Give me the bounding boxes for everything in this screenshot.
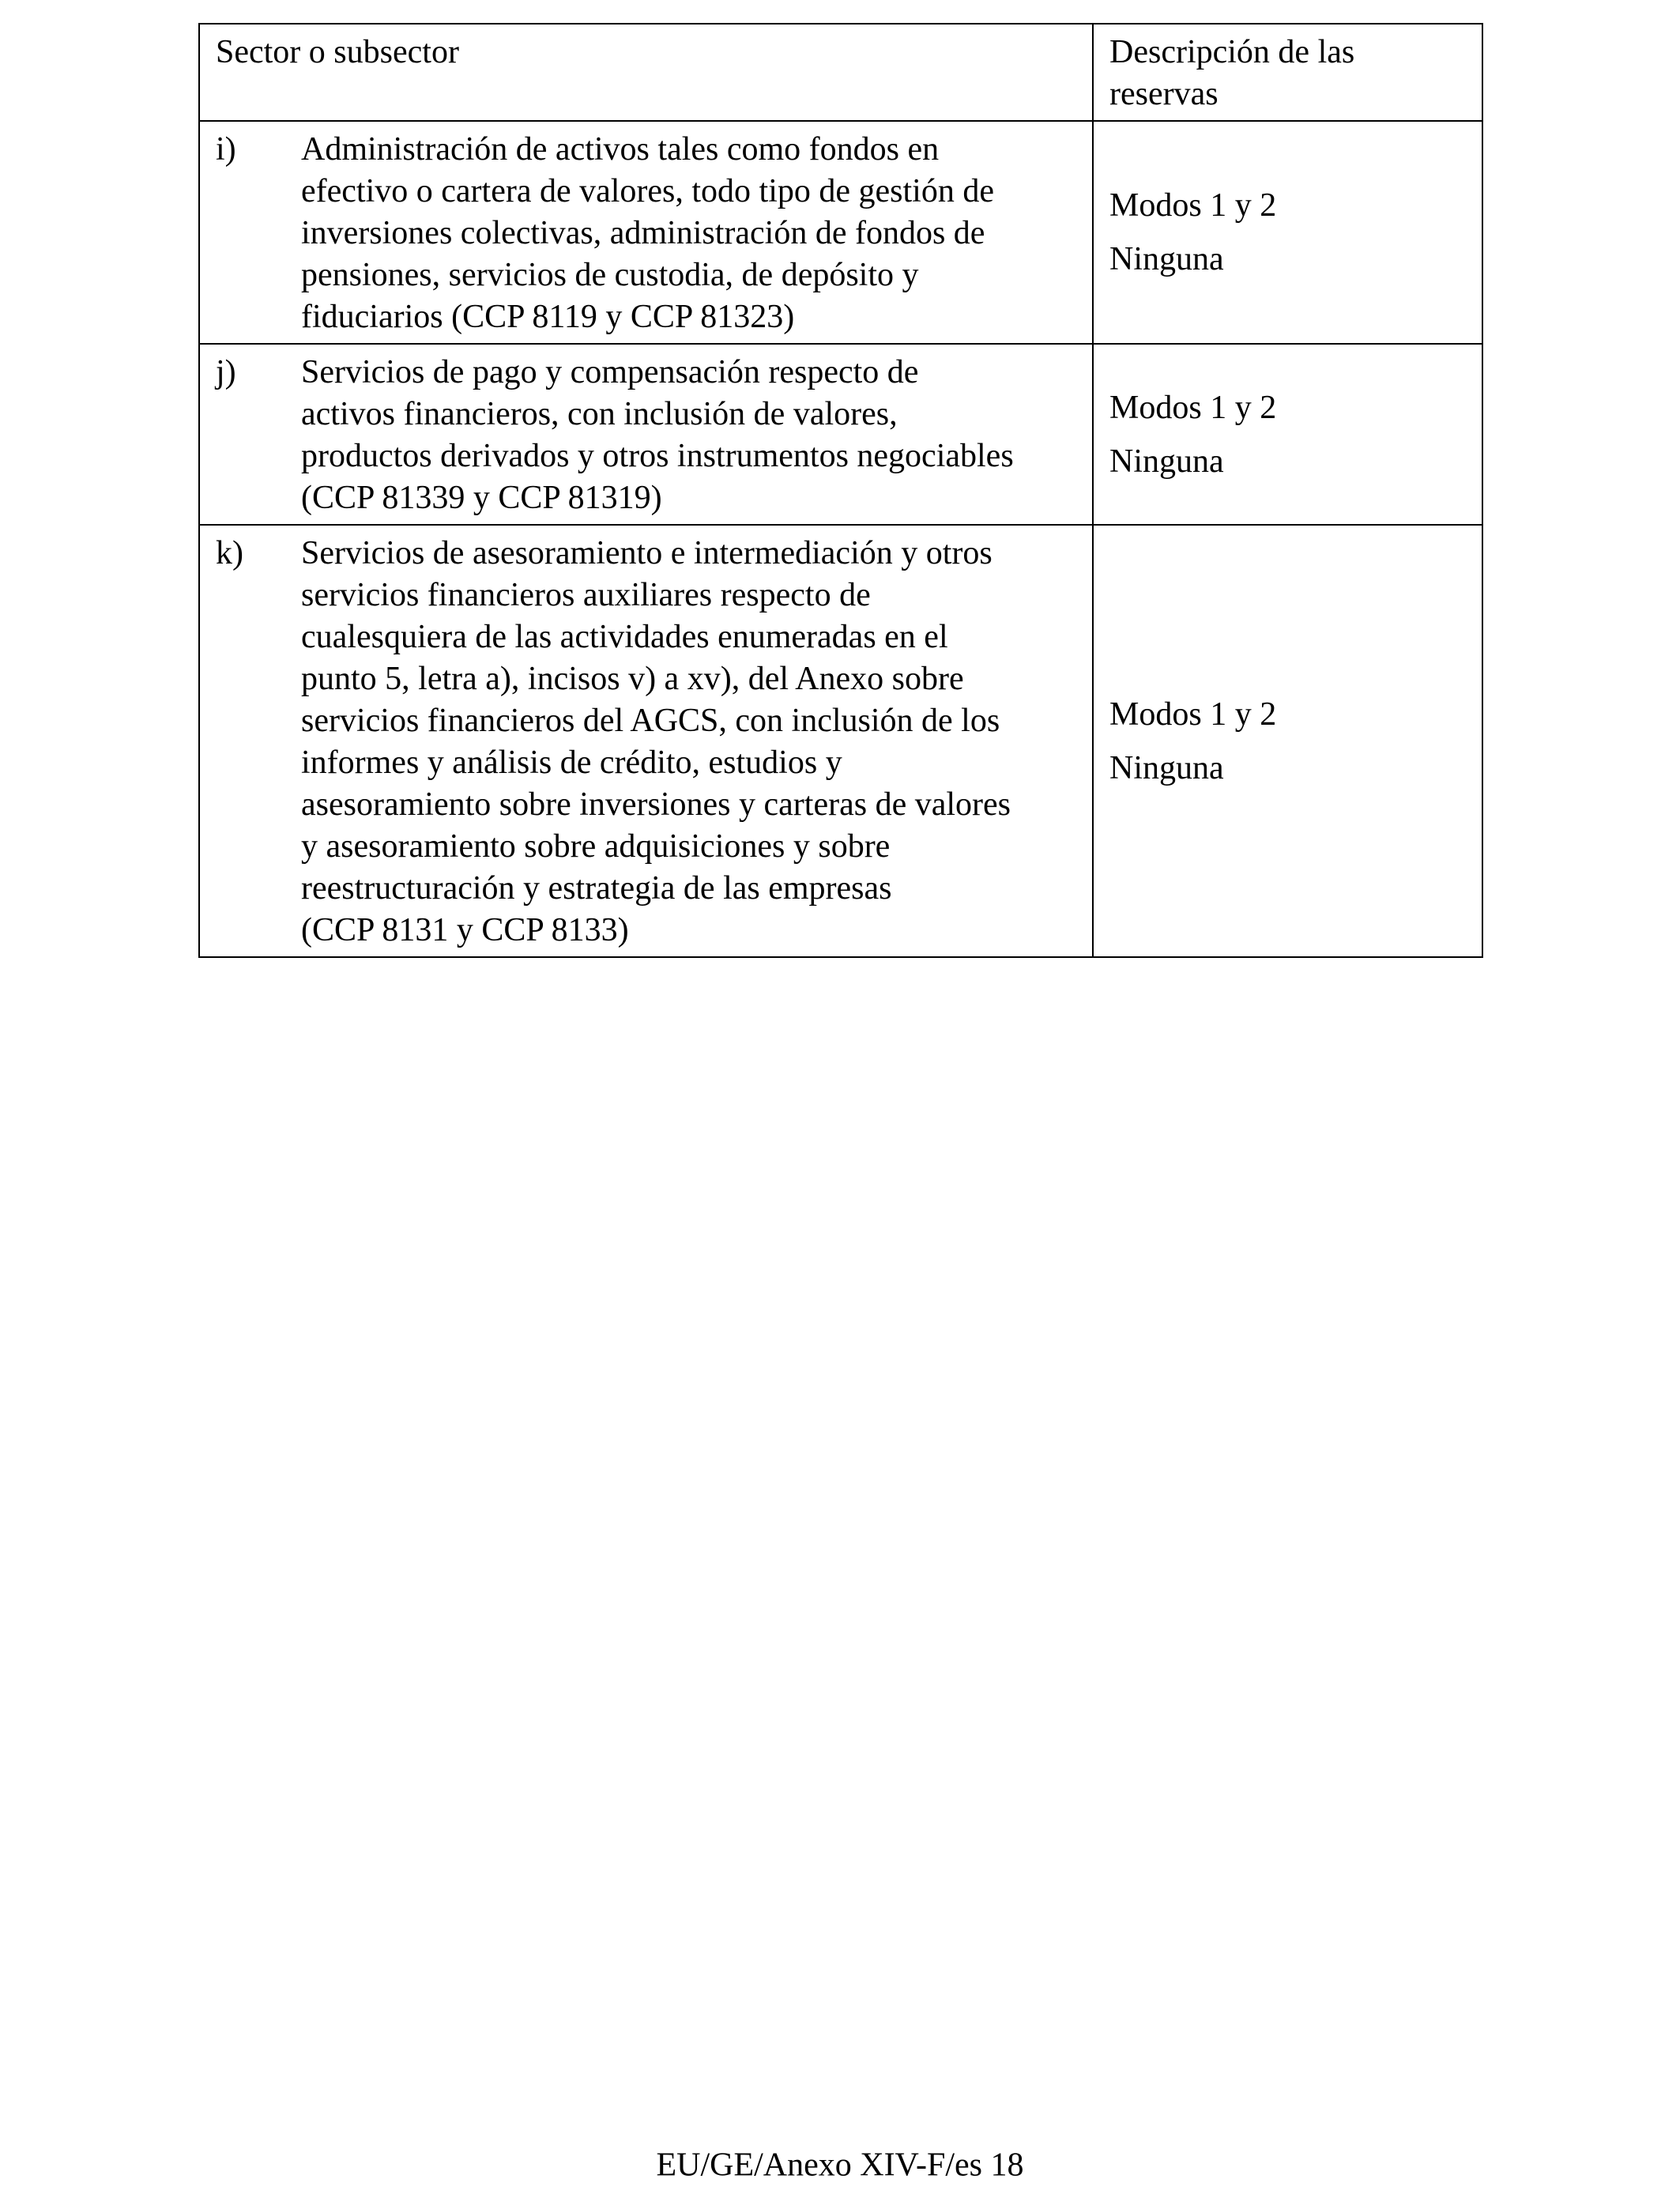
entry-line: pensiones, servicios de custodia, de depósito y [301, 257, 919, 293]
entry-line: y asesoramiento sobre adquisiciones y sobre [301, 828, 891, 865]
table-header-row [199, 24, 1482, 121]
entry-line: punto 5, letra a), incisos v) a xv), del Anexo sobre [301, 661, 964, 697]
entry-label: j) [216, 354, 236, 390]
entry-line: efectivo o cartera de valores, todo tipo de gestión de [301, 173, 994, 209]
entry-line: servicios financieros auxiliares respecto de [301, 577, 871, 613]
entry-text [301, 533, 1084, 952]
entry-line: fiduciarios (CCP 8119 y CCP 81323) [301, 299, 795, 335]
entry-line: inversiones colectivas, administración de fondos de [301, 215, 985, 251]
table-row [199, 525, 1482, 957]
sector-cell [199, 344, 1093, 525]
entry-label: k) [216, 535, 243, 571]
entry-text [301, 129, 1084, 338]
reservation-text: Ninguna [1109, 749, 1224, 786]
sector-entry [216, 533, 1084, 952]
entry-line: reestructuración y estrategia de las empresas [301, 870, 892, 907]
page-footer: EU/GE/Anexo XIV-F/es 18 [656, 2147, 1024, 2184]
sector-entry [216, 129, 1084, 338]
modes-text: Modos 1 y 2 [1109, 389, 1277, 426]
description-cell [1093, 525, 1482, 957]
header-description: Descripción de las reservas [1093, 24, 1482, 121]
modes-text: Modos 1 y 2 [1109, 696, 1277, 733]
sector-entry [216, 352, 1084, 519]
modes-text: Modos 1 y 2 [1109, 187, 1277, 224]
entry-line: productos derivados y otros instrumentos negociables [301, 438, 1014, 474]
entry-line: cualesquiera de las actividades enumeradas en el [301, 619, 948, 655]
description-cell [1093, 344, 1482, 525]
entry-line: Administración de activos tales como fondos en [301, 131, 940, 168]
entry-line: activos financieros, con inclusión de valores, [301, 396, 898, 432]
entry-line: Servicios de asesoramiento e intermediación y otros [301, 535, 993, 571]
entry-line: (CCP 81339 y CCP 81319) [301, 480, 662, 516]
table-row [199, 121, 1482, 344]
reservations-table [198, 23, 1483, 958]
sector-cell [199, 525, 1093, 957]
reservation-text: Ninguna [1109, 443, 1224, 480]
description-cell [1093, 121, 1482, 344]
header-sector: Sector o subsector [199, 24, 1093, 121]
table-row [199, 344, 1482, 525]
entry-text [301, 352, 1084, 519]
entry-line: asesoramiento sobre inversiones y carteras de valores [301, 786, 1011, 823]
reservation-text: Ninguna [1109, 241, 1224, 277]
entry-line: Servicios de pago y compensación respecto de [301, 354, 919, 390]
entry-line: (CCP 8131 y CCP 8133) [301, 912, 629, 948]
entry-label: i) [216, 131, 236, 168]
entry-line: informes y análisis de crédito, estudios y [301, 745, 842, 781]
sector-cell [199, 121, 1093, 344]
entry-line: servicios financieros del AGCS, con inclusión de los [301, 703, 1000, 739]
